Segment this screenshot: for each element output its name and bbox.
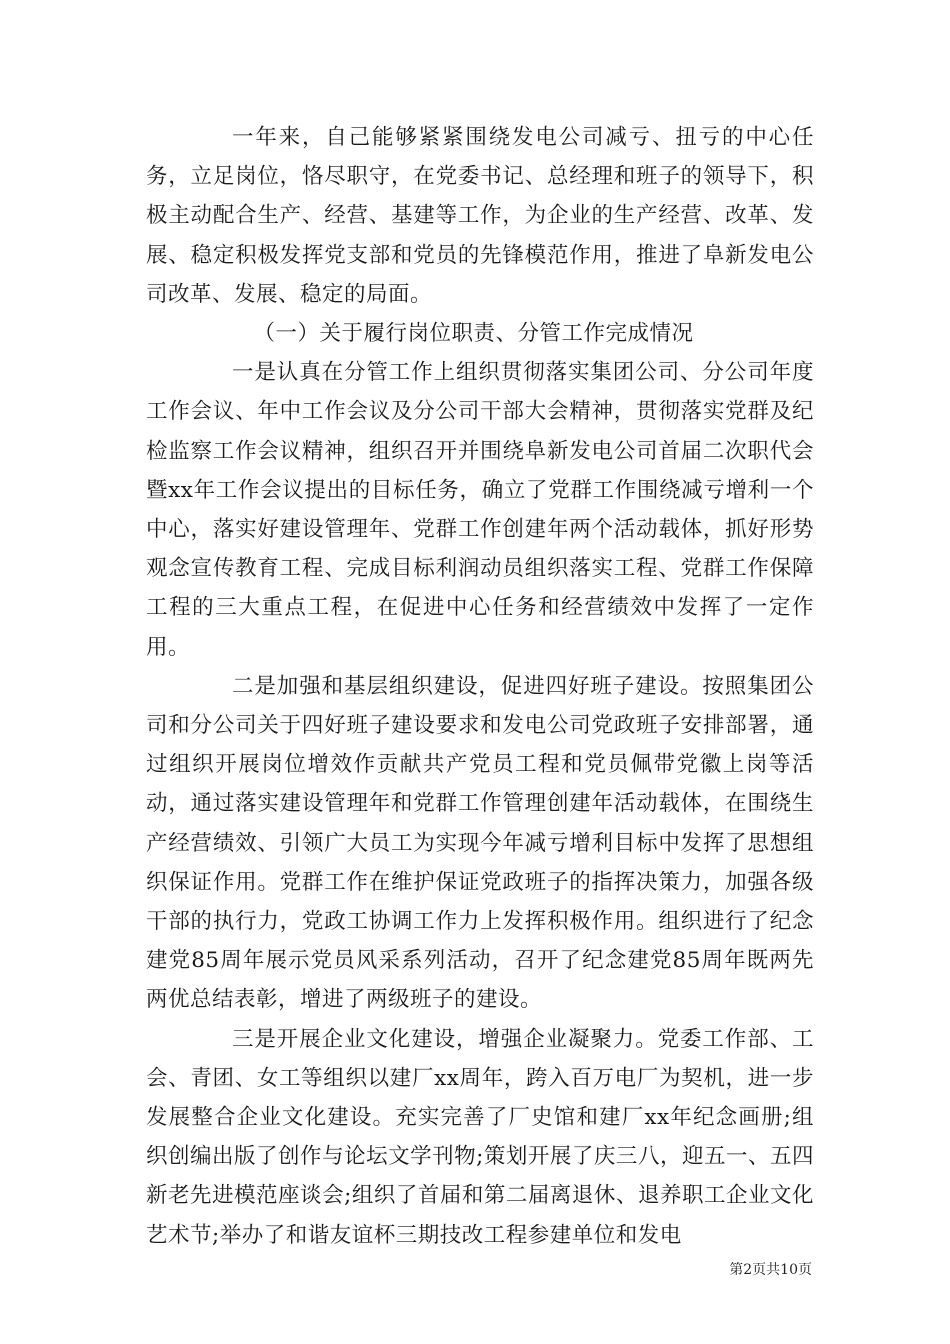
paragraph-intro: 一年来，自己能够紧紧围绕发电公司减亏、扭亏的中心任务，立足岗位，恪尽职守，在党委书记、总经理和班子的领导下，积极主动配合生产、经营、基建等工作，为企业的生产经营、改革、发展、稳定积极发挥党支部和党员的先锋模范作用，推进了阜新发电公司改革、发展、稳定的局面。	[146, 125, 814, 307]
document-body	[146, 118, 814, 1255]
paragraph-third-item: 三是开展企业文化建设，增强企业凝聚力。党委工作部、工会、青团、女工等组织以建厂xx周年，跨入百万电厂为契机，进一步发展整合企业文化建设。充实完善了厂史馆和建厂xx年纪念画册;组织创编出版了创作与论坛文学刊物;策划开展了庆三八，迎五一、五四新老先进模范座谈会;组织了首届和第二届离退休、退养职工企业文化艺术节;举办了和谐友谊杯三期技改工程参建单位和发电	[146, 1026, 814, 1248]
section-heading: （一）关于履行岗位职责、分管工作完成情况	[253, 321, 694, 347]
paragraph-second-item: 二是加强和基层组织建设，促进四好班子建设。按照集团公司和分公司关于四好班子建设要求和发电公司党政班子安排部署，通过组织开展岗位增效作贡献共产党员工程和党员佩带党徽上岗等活动，通过落实建设管理年和党群工作管理创建年活动载体，在围绕生产经营绩效、引领广大员工为实现今年减亏增利目标中发挥了思想组织保证作用。党群工作在维护保证党政班子的指挥决策力，加强各级干部的执行力，党政工协调工作力上发挥积极作用。组织进行了纪念建党85周年展示党员风采系列活动，召开了纪念建党85周年既两先两优总结表彰，增进了两级班子的建设。	[146, 673, 814, 1013]
page-number: 第2页共10页	[729, 1262, 812, 1278]
paragraph-first-item: 一是认真在分管工作上组织贯彻落实集团公司、分公司年度工作会议、年中工作会议及分公司干部大会精神，贯彻落实党群及纪检监察工作会议精神，组织召开并围绕阜新发电公司首届二次职代会暨xx年工作会议提出的目标任务，确立了党群工作围绕减亏增利一个中心，落实好建设管理年、党群工作创建年两个活动载体，抓好形势观念宣传教育工程、完成目标利润动员组织落实工程、党群工作保障工程的三大重点工程，在促进中心任务和经营绩效中发挥了一定作用。	[146, 360, 814, 660]
